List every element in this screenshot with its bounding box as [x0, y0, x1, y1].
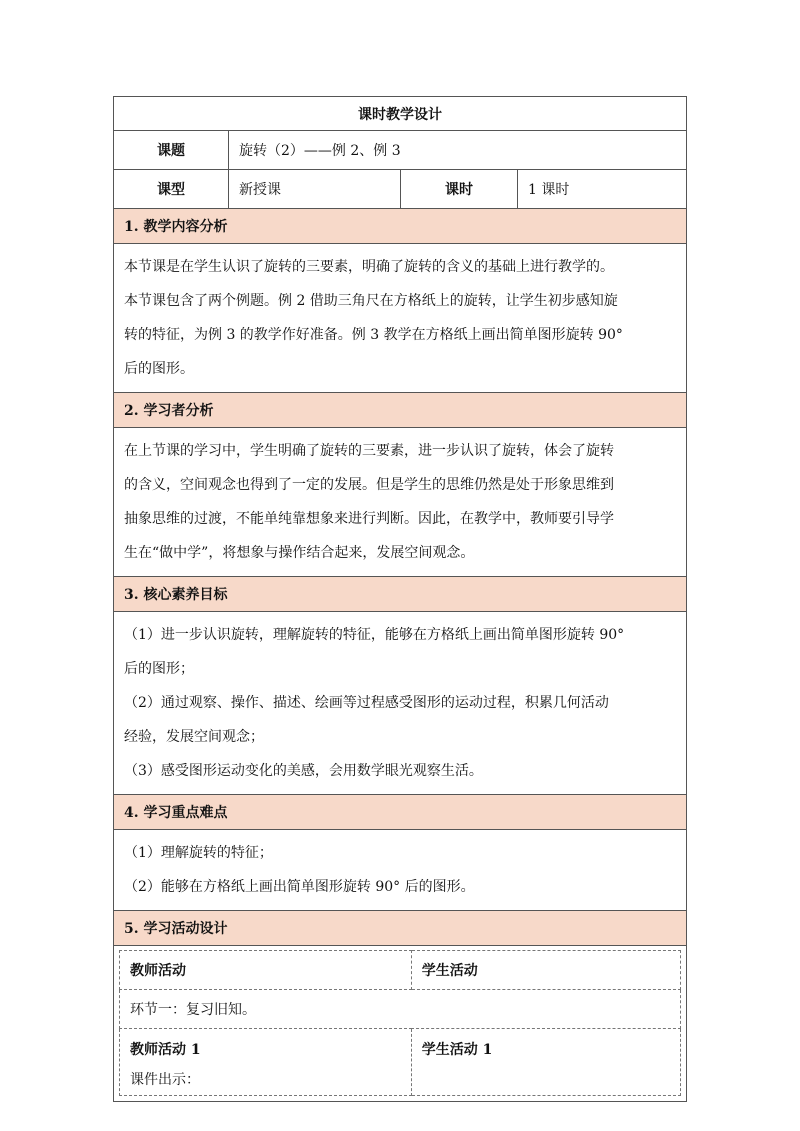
paragraph-line: 抽象思维的过渡，不能单纯靠想象来进行判断。因此，在教学中，教师要引导学 [124, 511, 614, 527]
topic-label: 课题 [114, 131, 229, 170]
topic-value: 旋转（2）——例 2、例 3 [229, 131, 687, 170]
lesson-plan-table [113, 96, 687, 1102]
paragraph-line: 经验，发展空间观念； [124, 729, 264, 745]
section-heading-core-goals: 3. 核心素养目标 [114, 577, 687, 612]
paragraph-line: 生在“做中学”，将想象与操作结合起来，发展空间观念。 [124, 545, 475, 561]
teacher-activity-1-cell [120, 1029, 412, 1096]
section-heading-learner-analysis: 2. 学习者分析 [114, 393, 687, 428]
paragraph-line: （2）能够在方格纸上画出简单图形旋转 90° 后的图形。 [124, 879, 475, 895]
section-body-content-analysis [114, 244, 687, 393]
section-body-key-points [114, 830, 687, 911]
paragraph-line: 本节课包含了两个例题。例 2 借助三角尺在方格纸上的旋转，让学生初步感知旋 [124, 293, 618, 309]
section-body-core-goals [114, 612, 687, 795]
paragraph-line: 后的图形。 [124, 361, 194, 377]
teacher-activity-1-title: 教师活动 1 [130, 1042, 201, 1058]
courseware-label: 课件出示： [130, 1072, 200, 1088]
section-heading-key-points: 4. 学习重点难点 [114, 795, 687, 830]
class-hours-label: 课时 [401, 170, 518, 209]
student-activity-1-cell [411, 1029, 680, 1096]
paragraph-line: 本节课是在学生认识了旋转的三要素，明确了旋转的含义的基础上进行教学的。 [124, 259, 614, 275]
paragraph-line: 后的图形； [124, 661, 194, 677]
student-activity-1-title: 学生活动 1 [421, 1042, 493, 1058]
student-activity-header: 学生活动 [411, 951, 680, 990]
activity-design-container [114, 946, 687, 1102]
lesson-type-label: 课型 [114, 170, 229, 209]
section-heading-activity-design: 5. 学习活动设计 [114, 911, 687, 946]
paragraph-line: 的含义，空间观念也得到了一定的发展。但是学生的思维仍然是处于形象思维到 [124, 477, 614, 493]
paragraph-line: （1）理解旋转的特征； [124, 845, 273, 861]
paragraph-line: 转的特征，为例 3 的教学作好准备。例 3 教学在方格纸上画出简单图形旋转 90° [124, 327, 623, 343]
document-title: 课时教学设计 [114, 97, 687, 131]
paragraph-line: （1）进一步认识旋转，理解旋转的特征，能够在方格纸上画出简单图形旋转 90° [124, 627, 625, 643]
class-hours-value: 1 课时 [518, 170, 687, 209]
lesson-plan-sheet [113, 96, 686, 1102]
paragraph-line: （3）感受图形运动变化的美感，会用数学眼光观察生活。 [124, 763, 483, 779]
activity-table [119, 950, 681, 1096]
paragraph-line: （2）通过观察、操作、描述、绘画等过程感受图形的运动过程，积累几何活动 [124, 695, 609, 711]
teacher-activity-header: 教师活动 [120, 951, 412, 990]
segment-one-label: 环节一：复习旧知。 [120, 990, 681, 1029]
section-heading-content-analysis: 1. 教学内容分析 [114, 209, 687, 244]
section-body-learner-analysis [114, 428, 687, 577]
paragraph-line: 在上节课的学习中，学生明确了旋转的三要素，进一步认识了旋转，体会了旋转 [124, 443, 614, 459]
lesson-type-value: 新授课 [229, 170, 401, 209]
